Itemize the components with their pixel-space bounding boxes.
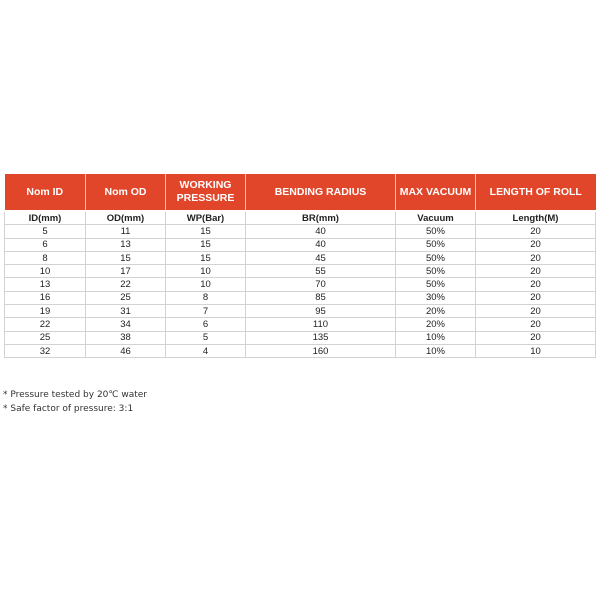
note-safety-factor: * Safe factor of pressure: 3:1	[3, 404, 134, 414]
table-row	[5, 331, 596, 344]
cell-id: 8	[5, 251, 86, 264]
cell-vacuum: 50%	[396, 265, 476, 278]
cell-wp: 10	[166, 265, 246, 278]
cell-id: 13	[5, 278, 86, 291]
cell-id: 22	[5, 318, 86, 331]
cell-length: 20	[476, 225, 596, 238]
header-row	[5, 174, 596, 211]
cell-od: 31	[86, 305, 166, 318]
cell-br: 45	[246, 251, 396, 264]
cell-vacuum: 50%	[396, 225, 476, 238]
cell-id: 10	[5, 265, 86, 278]
cell-vacuum: 50%	[396, 278, 476, 291]
cell-wp: 4	[166, 344, 246, 357]
unit-cell: BR(mm)	[246, 211, 396, 225]
header-length-of-roll: LENGTH OF ROLL	[476, 174, 596, 211]
units-row	[5, 211, 596, 225]
cell-vacuum: 50%	[396, 238, 476, 251]
cell-length: 20	[476, 318, 596, 331]
cell-length: 20	[476, 305, 596, 318]
cell-od: 34	[86, 318, 166, 331]
cell-length: 20	[476, 251, 596, 264]
cell-wp: 10	[166, 278, 246, 291]
cell-od: 13	[86, 238, 166, 251]
cell-od: 15	[86, 251, 166, 264]
cell-br: 55	[246, 265, 396, 278]
header-max-vacuum: MAX VACUUM	[396, 174, 476, 211]
cell-id: 19	[5, 305, 86, 318]
cell-br: 40	[246, 238, 396, 251]
header-nom-od: Nom OD	[86, 174, 166, 211]
cell-length: 20	[476, 238, 596, 251]
cell-od: 17	[86, 265, 166, 278]
cell-wp: 15	[166, 251, 246, 264]
unit-cell: ID(mm)	[5, 211, 86, 225]
cell-od: 38	[86, 331, 166, 344]
table-row	[5, 265, 596, 278]
cell-vacuum: 20%	[396, 305, 476, 318]
header-nom-id: Nom ID	[5, 174, 86, 211]
cell-wp: 6	[166, 318, 246, 331]
footnotes	[3, 388, 147, 416]
cell-length: 20	[476, 278, 596, 291]
cell-vacuum: 10%	[396, 331, 476, 344]
cell-length: 20	[476, 291, 596, 304]
table-row	[5, 251, 596, 264]
header-bending-radius: BENDING RADIUS	[246, 174, 396, 211]
table-row	[5, 225, 596, 238]
cell-wp: 8	[166, 291, 246, 304]
cell-length: 10	[476, 344, 596, 357]
table-row	[5, 305, 596, 318]
cell-length: 20	[476, 331, 596, 344]
cell-br: 95	[246, 305, 396, 318]
table-row	[5, 318, 596, 331]
cell-br: 160	[246, 344, 396, 357]
unit-cell: Vacuum	[396, 211, 476, 225]
cell-vacuum: 30%	[396, 291, 476, 304]
cell-br: 40	[246, 225, 396, 238]
cell-wp: 7	[166, 305, 246, 318]
cell-wp: 15	[166, 225, 246, 238]
hose-spec-table	[4, 174, 596, 358]
cell-od: 22	[86, 278, 166, 291]
cell-wp: 15	[166, 238, 246, 251]
table-row	[5, 344, 596, 357]
cell-length: 20	[476, 265, 596, 278]
cell-br: 70	[246, 278, 396, 291]
cell-id: 32	[5, 344, 86, 357]
unit-cell: OD(mm)	[86, 211, 166, 225]
cell-id: 5	[5, 225, 86, 238]
cell-br: 85	[246, 291, 396, 304]
cell-od: 25	[86, 291, 166, 304]
note-pressure-test: * Pressure tested by 20℃ water	[3, 390, 148, 400]
table-row	[5, 238, 596, 251]
unit-cell: Length(M)	[476, 211, 596, 225]
cell-id: 25	[5, 331, 86, 344]
cell-vacuum: 50%	[396, 251, 476, 264]
cell-br: 135	[246, 331, 396, 344]
cell-vacuum: 10%	[396, 344, 476, 357]
unit-cell: WP(Bar)	[166, 211, 246, 225]
table-row	[5, 278, 596, 291]
table-row	[5, 291, 596, 304]
cell-id: 6	[5, 238, 86, 251]
cell-vacuum: 20%	[396, 318, 476, 331]
cell-od: 46	[86, 344, 166, 357]
cell-od: 11	[86, 225, 166, 238]
header-working-pressure: WORKING PRESSURE	[166, 174, 246, 211]
cell-wp: 5	[166, 331, 246, 344]
cell-id: 16	[5, 291, 86, 304]
cell-br: 110	[246, 318, 396, 331]
